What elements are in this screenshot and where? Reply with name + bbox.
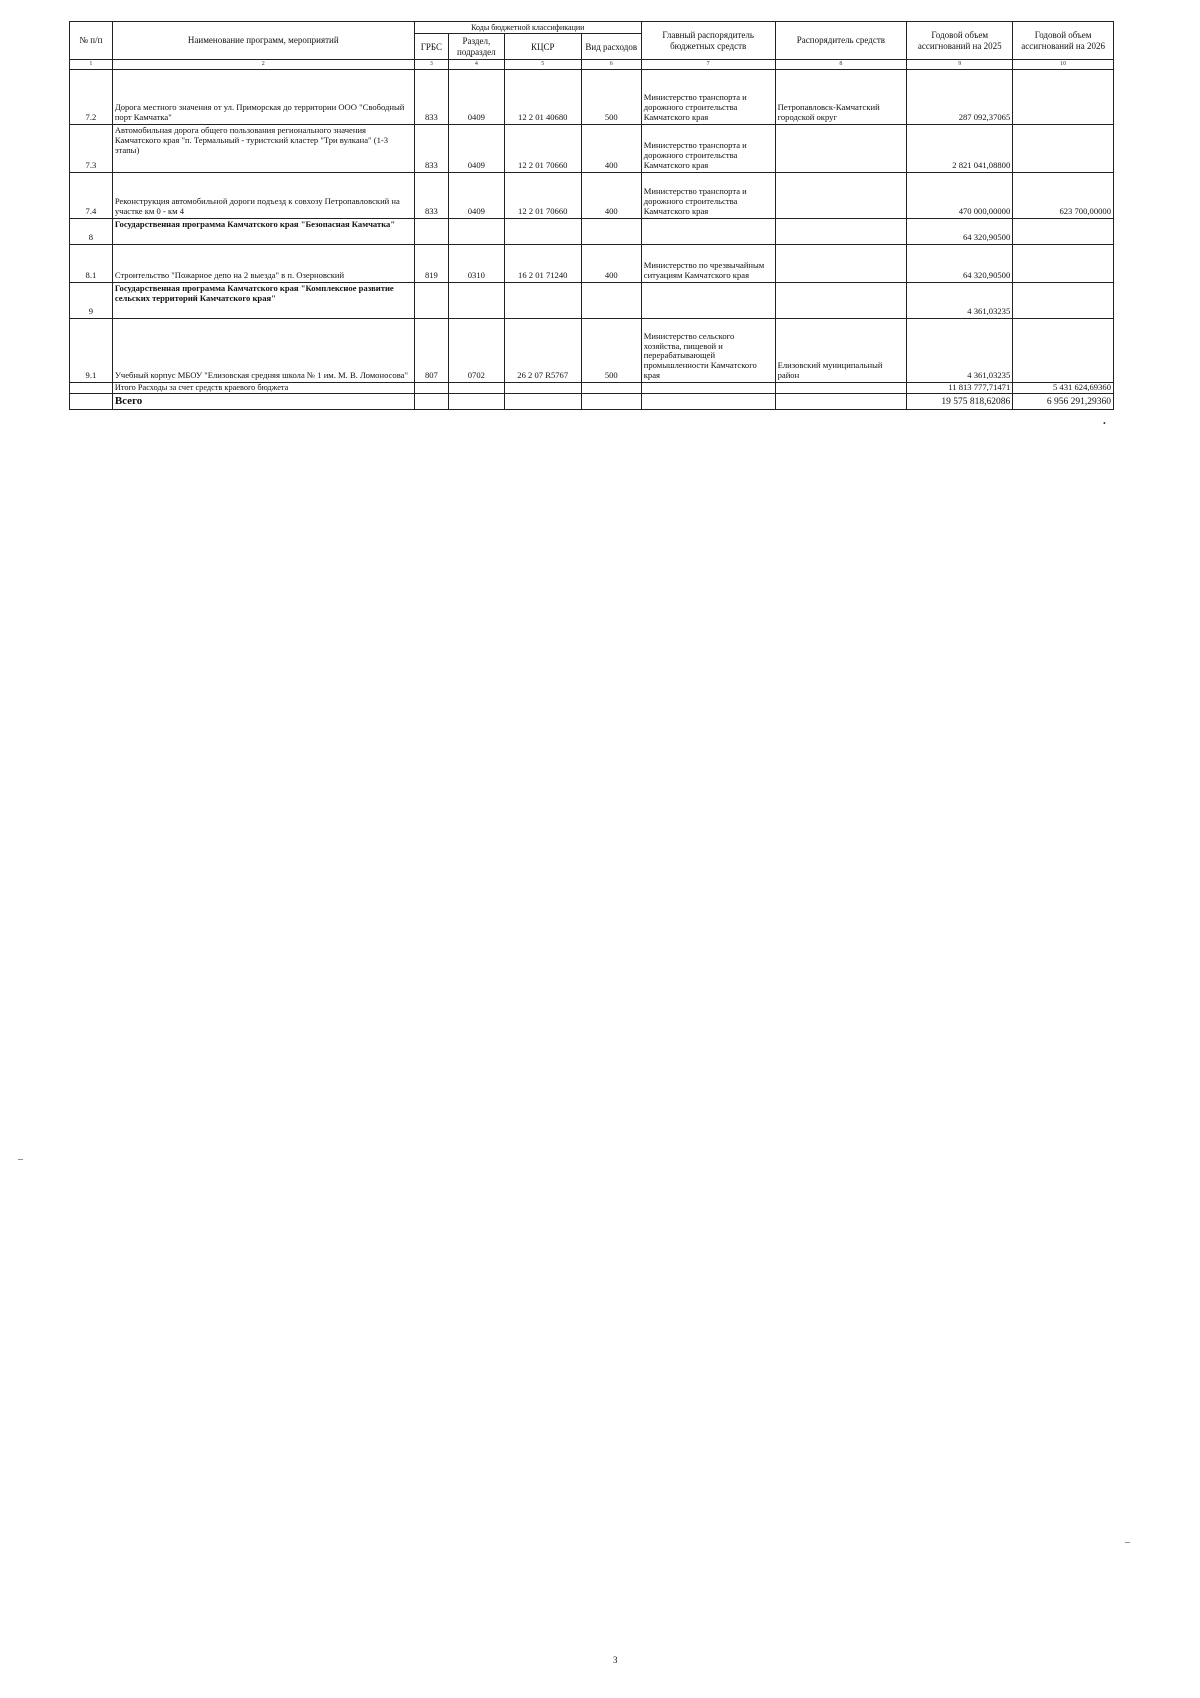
table-row [70, 319, 1114, 383]
row-number: 7.3 [70, 125, 113, 173]
table-row [70, 245, 1114, 283]
row-manager [775, 173, 907, 219]
row-manager [775, 219, 907, 245]
row-main-manager: Министерство сельского хозяйства, пищевой и перерабатывающей промышленности Камчатского края [641, 319, 775, 383]
page-number: 3 [613, 1655, 618, 1665]
header-year-2025: Годовой объем ассигнований на 2025 [907, 22, 1013, 60]
row-amount-2025: 4 361,03235 [907, 319, 1013, 383]
row-manager: Петропавловск-Камчатский городской округ [775, 70, 907, 125]
table-row [70, 70, 1114, 125]
row-razdel: 0409 [449, 125, 505, 173]
row-main-manager: Министерство транспорта и дорожного строительства Камчатского края [641, 125, 775, 173]
scan-artifact: – [1125, 1537, 1130, 1548]
column-number: 3 [414, 60, 448, 70]
row-name: Автомобильная дорога общего пользования регионального значения Камчатского края "п. Термальный - туристский кластер "Три вулкана" (1-3 этапы) [112, 125, 414, 173]
header-kcsr: КЦСР [504, 34, 581, 60]
table-row [70, 283, 1114, 319]
header-row-top [70, 22, 1114, 34]
total-amount-2026: 6 956 291,29360 [1013, 393, 1114, 409]
row-manager [775, 125, 907, 173]
column-number: 5 [504, 60, 581, 70]
row-amount-2025: 287 092,37065 [907, 70, 1013, 125]
row-grbs [414, 219, 448, 245]
header-name: Наименование программ, мероприятий [112, 22, 414, 60]
scan-artifact: • [1103, 419, 1106, 428]
total-label: Всего [112, 393, 414, 409]
row-amount-2026 [1013, 70, 1114, 125]
row-kcsr [504, 219, 581, 245]
row-name: Реконструкция автомобильной дороги подъезд к совхозу Петропавловский на участке км 0 - км 4 [112, 173, 414, 219]
header-manager: Распорядитель средств [775, 22, 907, 60]
table-row [70, 125, 1114, 173]
column-number: 10 [1013, 60, 1114, 70]
row-amount-2026 [1013, 283, 1114, 319]
subtotal-row [70, 383, 1114, 394]
row-grbs: 833 [414, 125, 448, 173]
row-kcsr: 16 2 01 71240 [504, 245, 581, 283]
row-manager [775, 283, 907, 319]
row-amount-2025: 2 821 041,08800 [907, 125, 1013, 173]
row-razdel [449, 283, 505, 319]
row-name: Учебный корпус МБОУ "Елизовская средняя школа № 1 им. М. В. Ломоносова" [112, 319, 414, 383]
row-number: 7.4 [70, 173, 113, 219]
row-main-manager: Министерство транспорта и дорожного строительства Камчатского края [641, 70, 775, 125]
header-codes-group: Коды бюджетной классификации [414, 22, 641, 34]
row-amount-2026 [1013, 245, 1114, 283]
row-number: 8.1 [70, 245, 113, 283]
row-name: Строительство "Пожарное депо на 2 выезда" в п. Озерновский [112, 245, 414, 283]
header-razdel: Раздел, подраздел [449, 34, 505, 60]
row-number: 8 [70, 219, 113, 245]
row-amount-2026: 623 700,00000 [1013, 173, 1114, 219]
row-main-manager [641, 283, 775, 319]
row-kcsr: 26 2 07 R5767 [504, 319, 581, 383]
row-razdel: 0409 [449, 70, 505, 125]
row-name: Государственная программа Камчатского края "Безопасная Камчатка" [112, 219, 414, 245]
row-main-manager [641, 219, 775, 245]
table-row [70, 173, 1114, 219]
header-vid: Вид расходов [581, 34, 641, 60]
column-number: 7 [641, 60, 775, 70]
row-razdel: 0409 [449, 173, 505, 219]
row-main-manager: Министерство по чрезвычайным ситуациям Камчатского края [641, 245, 775, 283]
row-kcsr [504, 283, 581, 319]
budget-table [69, 21, 1114, 410]
row-vid: 500 [581, 70, 641, 125]
subtotal-label: Итого Расходы за счет средств краевого бюджета [112, 383, 414, 394]
row-grbs: 819 [414, 245, 448, 283]
total-row [70, 393, 1114, 409]
row-amount-2025: 4 361,03235 [907, 283, 1013, 319]
row-kcsr: 12 2 01 70660 [504, 173, 581, 219]
row-number: 7.2 [70, 70, 113, 125]
row-vid: 500 [581, 319, 641, 383]
column-number: 1 [70, 60, 113, 70]
row-amount-2026 [1013, 125, 1114, 173]
row-amount-2025: 470 000,00000 [907, 173, 1013, 219]
row-grbs: 833 [414, 70, 448, 125]
row-razdel [449, 219, 505, 245]
column-number: 8 [775, 60, 907, 70]
row-main-manager: Министерство транспорта и дорожного строительства Камчатского края [641, 173, 775, 219]
column-number-row [70, 60, 1114, 70]
row-number: 9.1 [70, 319, 113, 383]
row-grbs [414, 283, 448, 319]
subtotal-amount-2025: 11 813 777,71471 [907, 383, 1013, 394]
row-vid: 400 [581, 173, 641, 219]
scan-artifact: – [18, 1154, 23, 1165]
row-amount-2026 [1013, 319, 1114, 383]
header-year-2026: Годовой объем ассигнований на 2026 [1013, 22, 1114, 60]
row-kcsr: 12 2 01 70660 [504, 125, 581, 173]
column-number: 9 [907, 60, 1013, 70]
header-main-manager: Главный распорядитель бюджетных средств [641, 22, 775, 60]
row-vid [581, 219, 641, 245]
total-amount-2025: 19 575 818,62086 [907, 393, 1013, 409]
row-vid [581, 283, 641, 319]
column-number: 2 [112, 60, 414, 70]
row-kcsr: 12 2 01 40680 [504, 70, 581, 125]
column-number: 6 [581, 60, 641, 70]
row-amount-2025: 64 320,90500 [907, 219, 1013, 245]
row-manager: Елизовский муниципальный район [775, 319, 907, 383]
row-name: Дорога местного значения от ул. Приморская до территории ООО "Свободный порт Камчатка" [112, 70, 414, 125]
header-grbs: ГРБС [414, 34, 448, 60]
row-number: 9 [70, 283, 113, 319]
row-vid: 400 [581, 125, 641, 173]
row-amount-2025: 64 320,90500 [907, 245, 1013, 283]
table-row [70, 219, 1114, 245]
row-manager [775, 245, 907, 283]
row-grbs: 807 [414, 319, 448, 383]
subtotal-amount-2026: 5 431 624,69360 [1013, 383, 1114, 394]
header-num: № п/п [70, 22, 113, 60]
row-razdel: 0310 [449, 245, 505, 283]
row-amount-2026 [1013, 219, 1114, 245]
row-razdel: 0702 [449, 319, 505, 383]
row-name: Государственная программа Камчатского края "Комплексное развитие сельских территорий Камчатского края" [112, 283, 414, 319]
row-vid: 400 [581, 245, 641, 283]
column-number: 4 [449, 60, 505, 70]
row-grbs: 833 [414, 173, 448, 219]
